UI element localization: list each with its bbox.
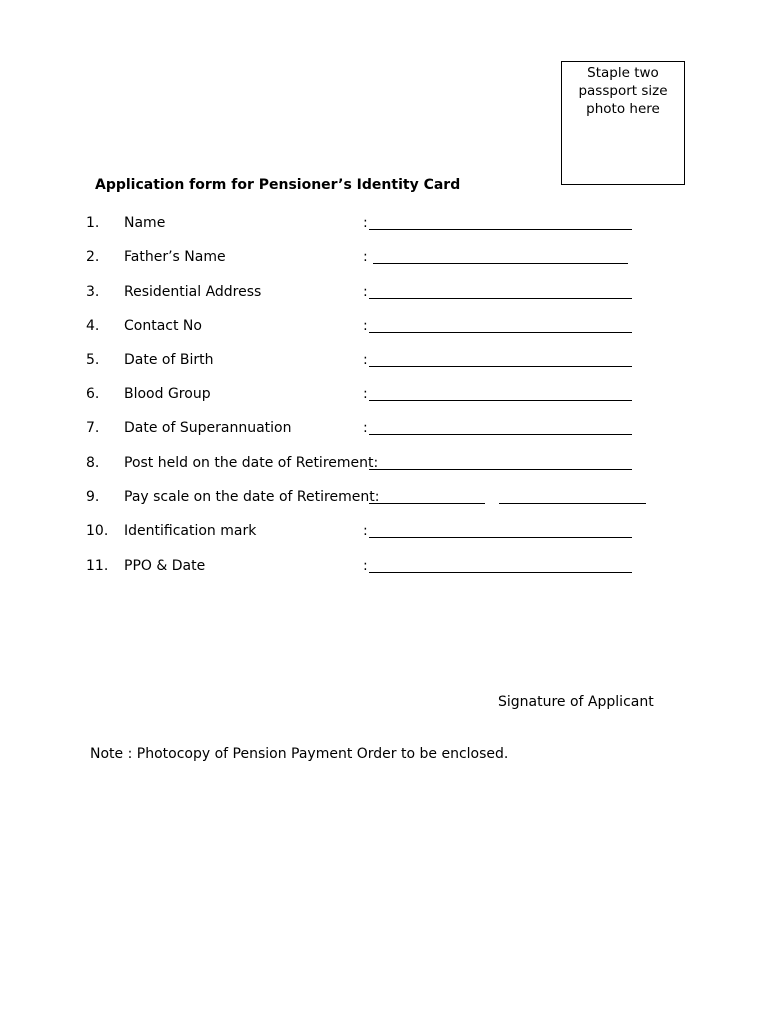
form-row-ppo-date [0,558,770,578]
contact-no-blank-line[interactable] [369,332,632,333]
residential-address-blank-line[interactable] [369,298,632,299]
signature-label: Signature of Applicant [498,694,654,710]
date-of-birth-blank-line[interactable] [369,366,632,367]
row-number: 11. [86,558,109,574]
field-colon: : [363,284,368,300]
pay-scale-blank-line-1[interactable] [369,503,485,504]
row-number: 1. [86,215,100,231]
field-label-pay-scale: Pay scale on the date of Retirement: [124,489,380,505]
field-colon: : [363,318,368,334]
field-colon: : [363,558,368,574]
blood-group-blank-line[interactable] [369,400,632,401]
row-number: 10. [86,523,109,539]
ppo-date-blank-line[interactable] [369,572,632,573]
field-label-date-of-superannuation: Date of Superannuation [124,420,292,436]
row-number: 7. [86,420,100,436]
row-number: 4. [86,318,100,334]
row-number: 9. [86,489,100,505]
field-label-name: Name [124,215,166,231]
name-blank-line[interactable] [369,229,632,230]
field-colon: : [363,386,368,402]
photo-placeholder-box: Staple two passport size photo here [561,61,685,185]
note-text: Note : Photocopy of Pension Payment Order to be enclosed. [90,746,509,762]
row-number: 8. [86,455,100,471]
form-row-identification-mark [0,523,770,543]
field-label-fathers-name: Father’s Name [124,249,226,265]
identification-mark-blank-line[interactable] [369,537,632,538]
form-row-blood-group [0,386,770,406]
form-row-residential-address [0,284,770,304]
form-row-contact-no [0,318,770,338]
post-held-blank-line[interactable] [369,469,632,470]
field-colon: : [363,215,368,231]
field-colon: : [363,523,368,539]
pay-scale-blank-line-2[interactable] [499,503,646,504]
fathers-name-blank-line[interactable] [373,263,628,264]
field-colon: : [363,352,368,368]
field-label-post-held: Post held on the date of Retirement: [124,455,379,471]
form-row-date-of-birth [0,352,770,372]
form-row-date-of-superannuation [0,420,770,440]
form-row-name [0,215,770,235]
row-number: 3. [86,284,100,300]
row-number: 6. [86,386,100,402]
field-label-contact-no: Contact No [124,318,202,334]
date-of-superannuation-blank-line[interactable] [369,434,632,435]
form-row-fathers-name [0,249,770,269]
form-title: Application form for Pensioner’s Identity Card [95,177,461,193]
row-number: 2. [86,249,100,265]
field-label-ppo-date: PPO & Date [124,558,206,574]
field-colon: : [363,420,368,436]
form-row-pay-scale [0,489,770,509]
field-label-residential-address: Residential Address [124,284,262,300]
field-label-date-of-birth: Date of Birth [124,352,214,368]
field-colon: : [363,249,368,265]
field-label-blood-group: Blood Group [124,386,211,402]
row-number: 5. [86,352,100,368]
field-label-identification-mark: Identification mark [124,523,257,539]
form-row-post-held [0,455,770,475]
